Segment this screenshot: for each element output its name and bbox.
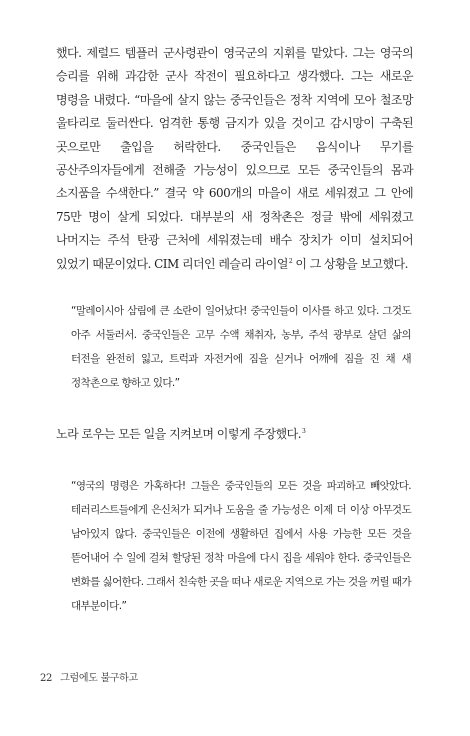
- footnote-marker-2: 2: [288, 257, 293, 265]
- running-title: 그럼에도 불구하고: [60, 673, 138, 684]
- footnote-marker-3: 3: [302, 428, 306, 435]
- block-quote-2: “영국의 명령은 가혹하다! 그들은 중국인들의 모든 것을 파괴하고 빼앗았다. 테러리스트들에게 은신처가 되거나 도움을 줄 가능성은 이제 더 이상 아무것도 남아있지 않다. 중국인들은 이전에 생활하던 집에서 사용 가능한 모든 것을 뜯어내어 수 일에 걸쳐 할당된 정착 마을에 다시 집을 세워야 한다. 중국인들은 변화를 싫어한다. 그래서 친숙한 곳을 떠나 새로운 지역으로 가는 것을 꺼릴 때가 대부분이다.”: [71, 480, 411, 612]
- paragraph-1-tail: 이 그 상황을 보고했다.: [292, 256, 408, 271]
- paragraph-2-text: 노라 로우는 모든 일을 지켜보며 이렇게 주장했다.: [56, 427, 302, 441]
- page-footer: [40, 669, 138, 684]
- body-paragraph-1: [56, 42, 413, 276]
- paragraph-1-text: 했다. 제럴드 템플러 군사령관이 영국군의 지휘를 맡았다. 그는 영국의 승리를 위해 과감한 군사 작전이 필요하다고 생각했다. 그는 새로운 명령을 내렸다. “마을에 살지 않는 중국인들은 정착 지역에 모아 철조망 울타리로 둘러싼다. 엄격한 통행 금지가 있을 것이고 감시망이 구축된 곳으로만 출입을 허락한다. 중국인들은 음식이나 무기를 공산주의자들에게 전해줄 가능성이 있으므로 모든 중국인들의 몸과 소지품을 수색한다.” 결국 약 600개의 마을이 새로 세워졌고 그 안에 75만 명이 살게 되었다. 대부분의 새 정착촌은 정글 밖에 세워졌고 나머지는 주석 탄광 근처에 세워졌는데 배수 장치가 이미 설치되어 있었기 때문이었다. CIM 리더인 레슬리 라이얼: [56, 46, 413, 271]
- page-number: 22: [40, 673, 53, 684]
- block-quote-1: “말레이시아 삼림에 큰 소란이 일어났다! 중국인들이 이사를 하고 있다. 그것도 아주 서둘러서. 중국인들은 고무 수액 채취자, 농부, 주석 광부로 살던 삶의 터전을 완전히 잃고, 트럭과 자전거에 짐을 싣거나 어깨에 짐을 진 채 새 정착촌으로 향하고 있다.”: [71, 305, 411, 389]
- body-paragraph-2: [56, 425, 305, 442]
